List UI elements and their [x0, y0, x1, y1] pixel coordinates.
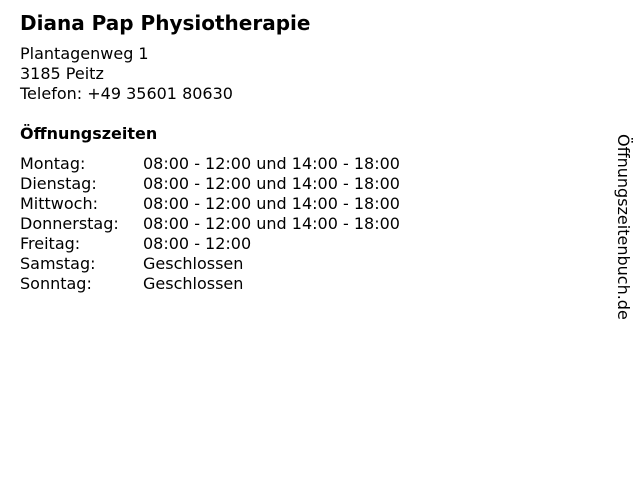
hours-row-monday [20, 154, 400, 174]
street-address: Plantagenweg 1 [20, 44, 149, 63]
day-label: Montag: [20, 154, 86, 173]
day-hours: 08:00 - 12:00 und 14:00 - 18:00 [143, 214, 400, 233]
day-hours: 08:00 - 12:00 und 14:00 - 18:00 [143, 174, 400, 193]
hours-row-sunday [20, 274, 400, 294]
day-hours: 08:00 - 12:00 und 14:00 - 18:00 [143, 154, 400, 173]
hours-row-friday [20, 234, 400, 254]
address-block [20, 44, 233, 104]
hours-row-saturday [20, 254, 400, 274]
day-label: Sonntag: [20, 274, 92, 293]
hours-row-wednesday [20, 194, 400, 214]
opening-hours-table [20, 154, 400, 294]
hours-row-tuesday [20, 174, 400, 194]
day-label: Mittwoch: [20, 194, 98, 213]
day-hours: 08:00 - 12:00 und 14:00 - 18:00 [143, 194, 400, 213]
day-hours: Geschlossen [143, 274, 244, 293]
day-label: Dienstag: [20, 174, 97, 193]
site-watermark: Öffnungszeitenbuch.de [614, 134, 633, 320]
hours-row-thursday [20, 214, 400, 234]
opening-hours-heading: Öffnungszeiten [20, 124, 158, 143]
day-label: Freitag: [20, 234, 81, 253]
day-label: Samstag: [20, 254, 96, 273]
day-hours: 08:00 - 12:00 [143, 234, 252, 253]
business-name: Diana Pap Physiotherapie [20, 11, 311, 35]
day-label: Donnerstag: [20, 214, 119, 233]
phone-number: Telefon: +49 35601 80630 [20, 84, 233, 103]
day-hours: Geschlossen [143, 254, 244, 273]
postal-city: 3185 Peitz [20, 64, 104, 83]
